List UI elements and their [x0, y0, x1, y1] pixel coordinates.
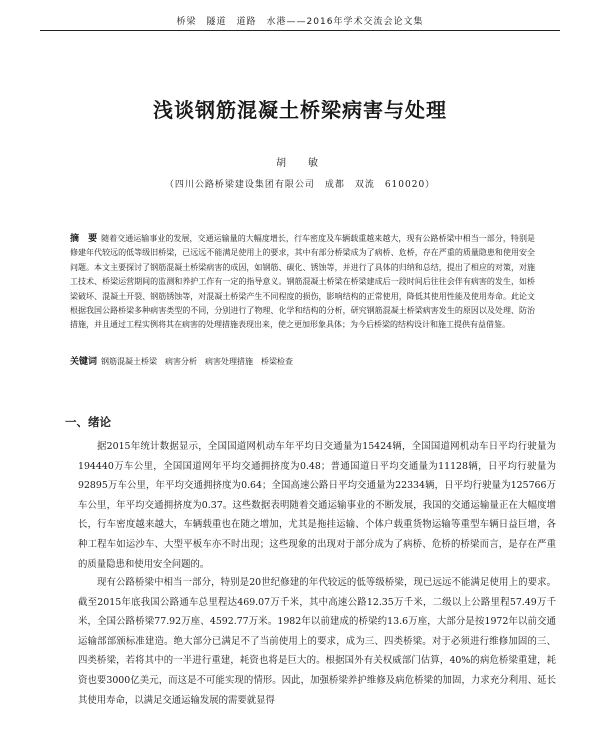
- author-name: 胡 敏: [276, 158, 324, 169]
- abstract-label: 摘 要: [70, 234, 98, 244]
- keywords-label: 关键词: [70, 357, 98, 367]
- abstract: [70, 232, 535, 333]
- paper-title: 浅谈钢筋混凝土桥梁病害与处理: [153, 98, 447, 122]
- running-head: 桥梁 隧道 道路 水港——2016年学术交流会论文集: [176, 17, 424, 27]
- author-affiliation: （四川公路桥梁建设集团有限公司 成都 双流 610020）: [164, 180, 436, 190]
- body-paragraph-1: 据2015年统计数据显示，全国国道网机动车年平均日交通量为15424辆，全国国道网机动车日平均行驶量为194440万车公里，全国国道网年平均交通拥挤度为0.48；普通国道日平均交通量为11128辆，日平均行驶量为92895万车公里，年平均交通拥挤度为0.64；全国高速公路日平均交通量为22334辆，日平均行驶量为125766万车公里，年平均交通拥挤度为0.37。这些数据表明随着交通运输事业的不断发展，我国的交通运输量正在大幅度增长，行车密度越来越大，车辆载重也在随之增加，尤其是拖挂运输、个体户载重货物运输等重型车辆日益巨增，各种工程车如运沙车、大型平板车亦不时出现；这些现象的出现对于部分成为了病桥、危桥的桥梁而言，是存在严重的质量隐患和使用安全问题的。: [78, 441, 556, 570]
- body-paragraph-2: 现有公路桥梁中相当一部分，特别是20世纪修建的年代较远的低等级桥梁，现已远远不能满足使用上的要求。截至2015年底我国公路通车总里程达469.07万千米，其中高速公路12.35万千米，二级以上公路里程57.49万千米，全国公路桥梁77.92万座、4592.77万米。1982年以前建成的桥梁约13.6万座，大部分是按1972年以前交通运输部部颁标准建造。绝大部分已满足不了当前使用上的要求，成为三、四类桥梁。对于必须进行维修加固的三、四类桥梁，若将其中的一半进行重建，耗资也将是巨大的。根据国外有关权威部门估算，40%的病危桥梁重建，耗资也要3000亿美元，而这是不可能实现的情形。因此，加强桥梁养护维修及病危桥梁的加固，力求充分利用、延长其使用寿命，以满足交通运输发展的需要就显得: [78, 577, 556, 706]
- keywords-text: 钢筋混凝土桥梁 病害分析 病害处理措施 桥梁检查: [101, 357, 294, 366]
- keywords: [70, 354, 535, 367]
- section-heading: 一、绪论: [65, 415, 111, 429]
- header-rule: [40, 30, 560, 31]
- abstract-text: 随着交通运输事业的发展，交通运输量的大幅度增长，行车密度及车辆载重越来越大，现有公路桥梁中相当一部分，特别是修建年代较远的低等级旧桥梁，已远远不能满足使用上的要求，其中有部分桥梁成为了病桥、危桥，存在严重的质量隐患和使用安全问题。本文主要探讨了钢筋混凝土桥梁病害的成因，如钢筋、碳化、锈蚀等，并进行了具体的归纳和总结，提出了相应的对策，对施工技术、桥梁运营期间的监测和养护工作有一定的指导意义。钢筋混凝土桥梁在桥梁建成后一段时间后往往会伴有病害的发生，如桥梁破坏、混凝土开裂、钢筋锈蚀等，对混凝土桥梁产生不同程度的损伤，影响结构的正常使用，降低其使用性能及使用寿命。此论文根据我国公路桥梁多种病害类型的不同，分别进行了物理、化学和结构的分析，研究钢筋混凝土桥梁病害发生的原因以及处理、防治措施，并且通过工程实例将其在病害的处理措施表现出来，使之更加形象具体；为今后桥梁的结构设计和施工提供有益借鉴。: [70, 234, 535, 330]
